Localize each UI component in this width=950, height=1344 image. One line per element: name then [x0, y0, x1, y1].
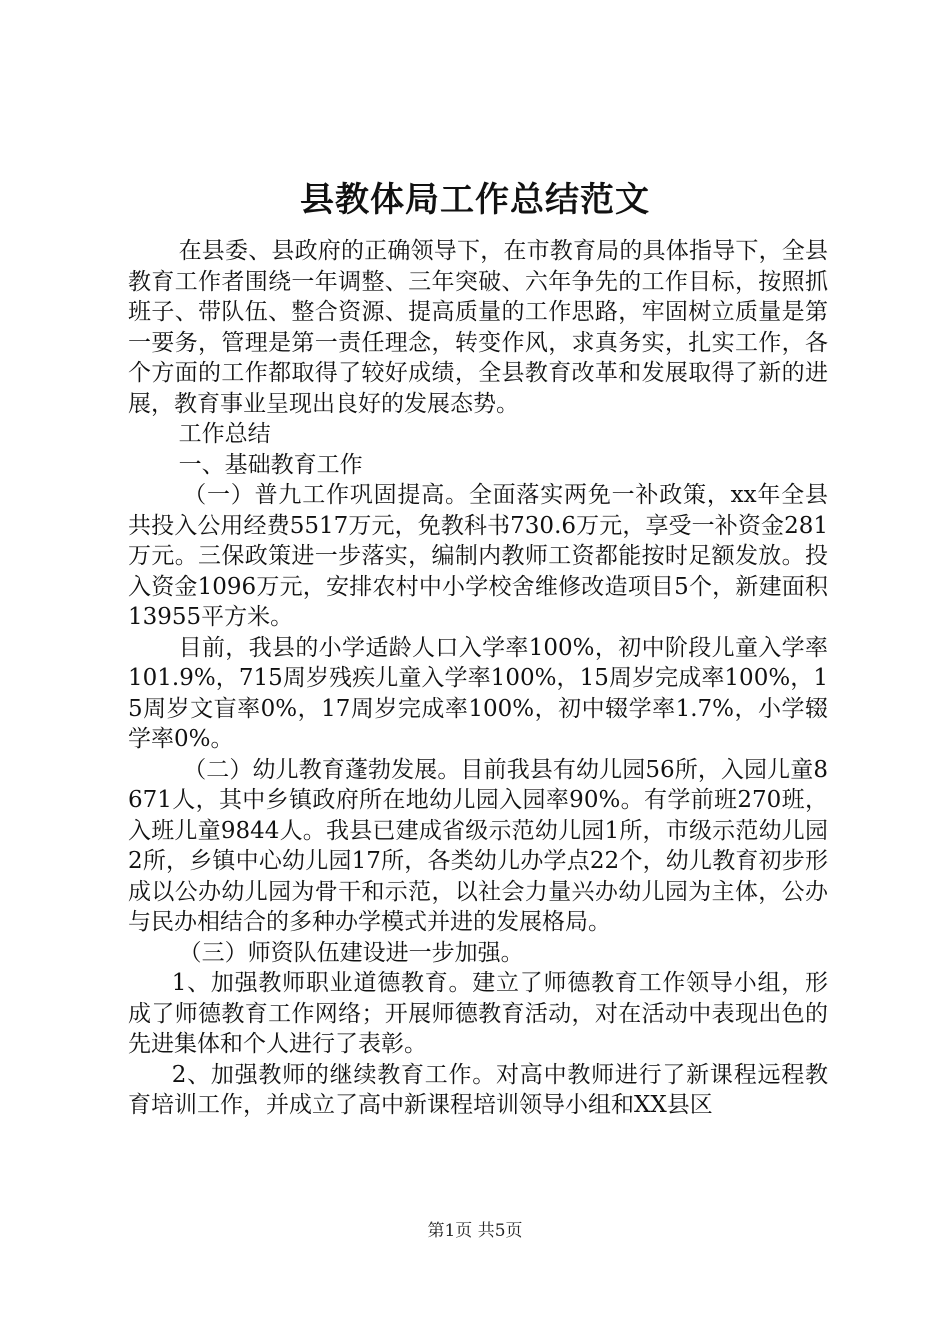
- paragraph-teacher-ethics: 1、加强教师职业道德教育。建立了师德教育工作领导小组，形成了师德教育工作网络；开展师德教育活动，对在活动中表现出色的先进集体和个人进行了表彰。: [128, 970, 828, 1057]
- paragraph-compulsory-education: （一）普九工作巩固提高。全面落实两免一补政策，xx年全县共投入公用经费5517万元，免教科书730.6万元，享受一补资金281万元。三保政策进一步落实，编制内教师工资都能按时足额发放。投入资金1096万元，安排农村中小学校舍维修改造项目5个，新建面积13955平方米。: [128, 482, 828, 630]
- paragraph-enrollment-rates: 目前，我县的小学适龄人口入学率100%，初中阶段儿童入学率101.9%，715周岁残疾儿童入学率100%，15周岁完成率100%，15周岁文盲率0%，17周岁完成率100%，初中辍学率1.7%，小学辍学率0%。: [128, 634, 828, 752]
- paragraph-intro: 在县委、县政府的正确领导下，在市教育局的具体指导下，全县教育工作者围绕一年调整、三年突破、六年争先的工作目标，按照抓班子、带队伍、整合资源、提高质量的工作思路，牢固树立质量是第一要务，管理是第一责任理念，转变作风，求真务实，扎实工作，各个方面的工作都取得了较好成绩，全县教育改革和发展取得了新的进展，教育事业呈现出良好的发展态势。: [128, 238, 828, 417]
- document-body: [128, 236, 828, 1121]
- page-footer: 第1页 共5页: [427, 1221, 523, 1241]
- paragraph-continuing-education: 2、加强教师的继续教育工作。对高中教师进行了新课程远程教育培训工作，并成立了高中新课程培训领导小组和XX县区: [128, 1061, 828, 1118]
- section-heading-teachers: （三）师资队伍建设进一步加强。: [178, 939, 524, 966]
- section-heading-summary: 工作总结: [178, 421, 271, 447]
- paragraph-preschool-education: （二）幼儿教育蓬勃发展。目前我县有幼儿园56所，入园儿童8671人，其中乡镇政府所在地幼儿园入园率90%。有学前班270班，入班儿童9844人。我县已建成省级示范幼儿园1所，市级示范幼儿园2所，乡镇中心幼儿园17所，各类幼儿办学点22个，幼儿教育初步形成以公办幼儿园为骨干和示范，以社会力量兴办幼儿园为主体，公办与民办相结合的多种办学模式并进的发展格局。: [128, 756, 828, 935]
- document-title: 县教体局工作总结范文: [300, 180, 650, 220]
- section-heading-basic-education: 一、基础教育工作: [178, 451, 363, 478]
